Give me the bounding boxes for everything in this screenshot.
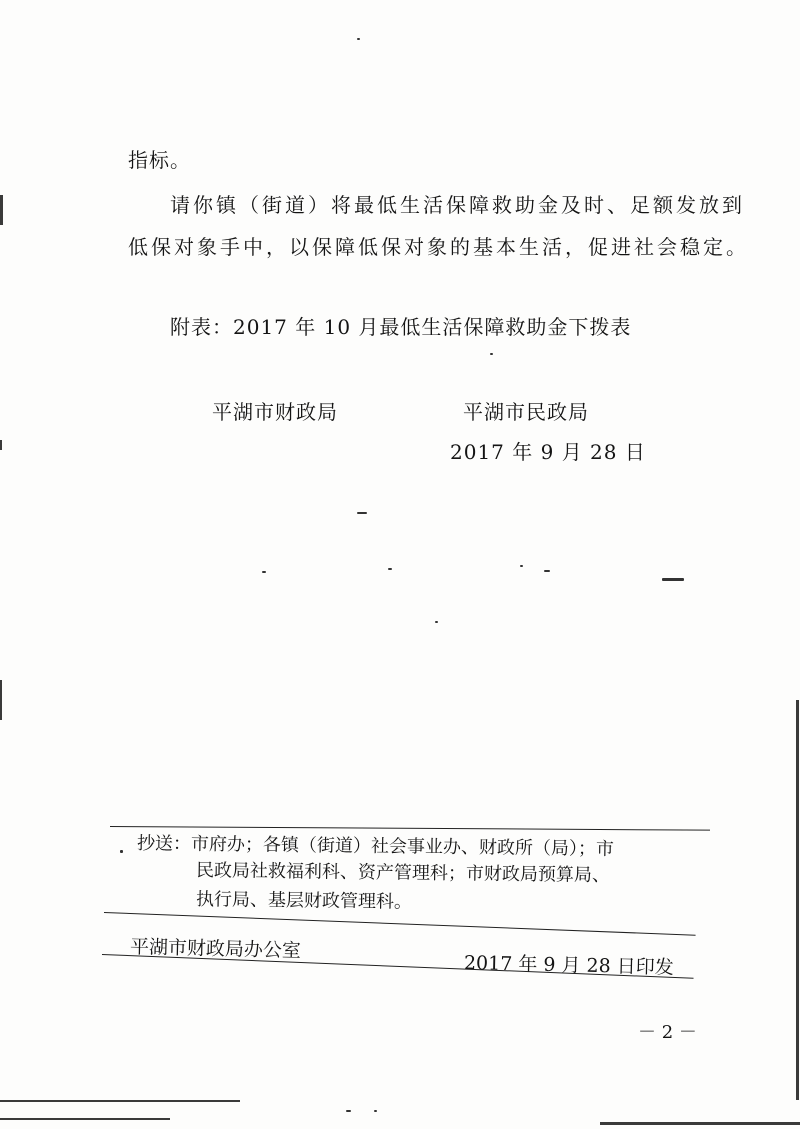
scan-speck xyxy=(435,621,438,623)
scan-speck xyxy=(388,568,392,570)
body-line-3: 低保对象手中，以保障低保对象的基本生活，促进社会稳定。 xyxy=(128,235,749,259)
signature-date: 2017 年 9 月 28 日 xyxy=(450,440,646,464)
issuing-office: 平湖市财政局办公室 xyxy=(129,936,302,962)
scan-edge-mark xyxy=(0,1118,170,1120)
attachment-line: 附表：2017 年 10 月最低生活保障救助金下拨表 xyxy=(170,315,632,339)
signature-civil-affairs-bureau: 平湖市民政局 xyxy=(463,400,589,424)
scan-speck xyxy=(357,512,367,514)
scan-edge-mark xyxy=(0,680,2,720)
cc-top-rule xyxy=(110,826,710,831)
issue-date: 2017 年 9 月 28 日印发 xyxy=(463,952,674,979)
scan-speck xyxy=(520,565,523,567)
page-number: － 2 － xyxy=(638,1022,697,1043)
body-line-1: 指标。 xyxy=(128,148,191,172)
scan-speck xyxy=(346,1110,351,1112)
scan-speck xyxy=(262,571,266,573)
cc-bottom-rule xyxy=(104,912,696,936)
scan-speck xyxy=(374,1110,377,1112)
scan-edge-mark xyxy=(796,700,799,1100)
scan-speck xyxy=(357,38,360,40)
cc-line-1: 抄送：市府办；各镇（街道）社会事业办、财政所（局）；市 xyxy=(136,833,615,860)
signature-finance-bureau: 平湖市财政局 xyxy=(212,400,338,424)
scan-speck xyxy=(662,578,684,581)
scan-speck xyxy=(490,353,493,355)
scan-edge-mark xyxy=(0,1100,240,1102)
scan-speck xyxy=(120,850,123,853)
scan-edge-mark xyxy=(0,440,2,450)
cc-line-3: 执行局、基层财政管理科。 xyxy=(195,889,413,913)
body-line-2: 请你镇（街道）将最低生活保障救助金及时、足额发放到 xyxy=(170,193,745,217)
cc-line-2: 民政局社救福利科、资产管理科；市财政局预算局、 xyxy=(195,860,611,887)
scan-speck xyxy=(544,570,550,572)
scan-edge-mark xyxy=(600,1122,800,1125)
scan-edge-mark xyxy=(0,195,3,225)
